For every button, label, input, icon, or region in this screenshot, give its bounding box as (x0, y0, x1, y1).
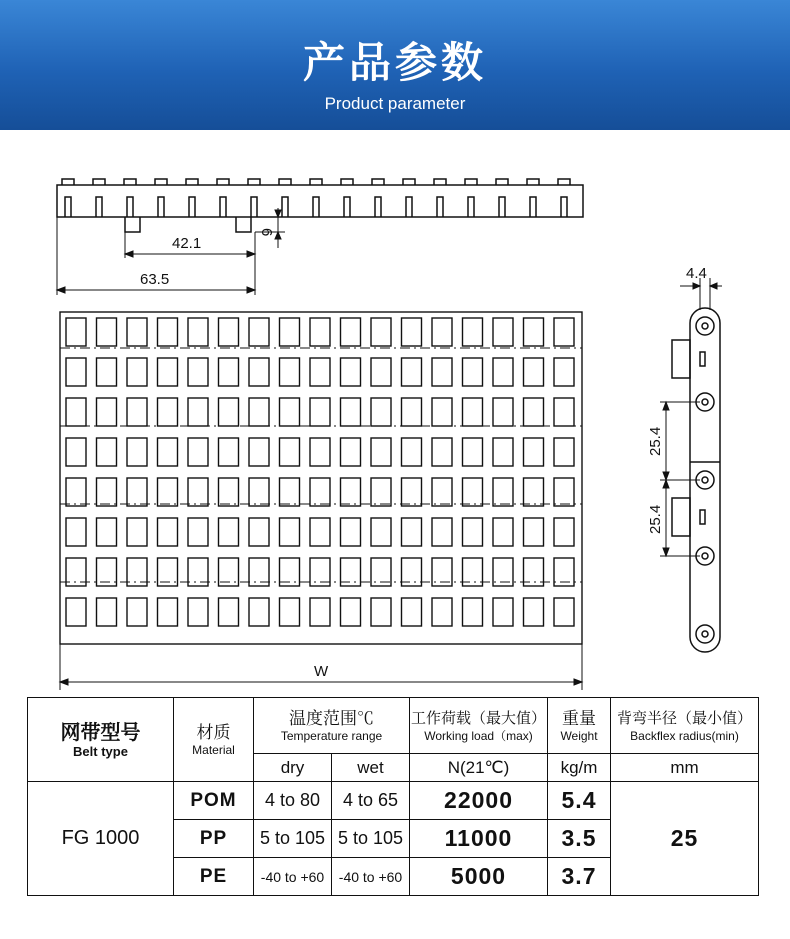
belt-module-cell (524, 318, 544, 346)
header-banner (0, 0, 790, 130)
belt-module-cell (463, 598, 483, 626)
belt-module-cell (371, 438, 391, 466)
belt-module-cell (341, 598, 361, 626)
belt-module-cell (493, 438, 513, 466)
page-subtitle: Product parameter (324, 94, 466, 113)
weight-cell: 3.7 (548, 858, 611, 896)
subheader-wet: wet (332, 754, 410, 782)
belt-module-cell (310, 518, 330, 546)
belt-module-cell (219, 438, 239, 466)
belt-module-cell (280, 318, 300, 346)
belt-module-cell (402, 438, 422, 466)
belt-module-cell (158, 398, 178, 426)
belt-module-cell (341, 518, 361, 546)
subheader-load-unit: N(21℃) (410, 754, 548, 782)
weight-cell: 5.4 (548, 782, 611, 820)
belt-module-cell (66, 398, 86, 426)
belt-module-cell (127, 398, 147, 426)
subheader-dry: dry (254, 754, 332, 782)
belt-module-cell (432, 358, 452, 386)
belt-module-cell (341, 438, 361, 466)
dim-thickness: 4.4 (686, 265, 707, 282)
belt-module-cell (97, 398, 117, 426)
temp-dry-cell: 4 to 80 (254, 782, 332, 820)
header-material-cn: 材质 (196, 722, 231, 742)
belt-module-cell (524, 398, 544, 426)
side-profile-view (57, 179, 583, 232)
belt-module-cell (158, 358, 178, 386)
belt-module-cell (432, 398, 452, 426)
belt-module-cell (371, 478, 391, 506)
belt-technical-drawing (0, 130, 790, 697)
header-weight-en: Weight (560, 728, 598, 743)
subheader-radius-unit: mm (611, 754, 759, 782)
belt-module-cell (219, 358, 239, 386)
belt-module-cell (402, 318, 422, 346)
load-cell: 5000 (410, 858, 548, 896)
belt-module-cell (158, 478, 178, 506)
load-cell: 11000 (410, 820, 548, 858)
belt-module-cell (249, 358, 269, 386)
belt-module-cell (97, 318, 117, 346)
temp-wet-cell: 5 to 105 (332, 820, 410, 858)
dim-pitch-inner: 42.1 (172, 235, 202, 252)
header-backflex-cn: 背弯半径（最小值） (617, 709, 753, 727)
belt-module-cell (280, 518, 300, 546)
belt-module-cell (524, 438, 544, 466)
table-row (28, 782, 759, 820)
belt-module-cell (554, 598, 574, 626)
belt-module-cell (127, 518, 147, 546)
belt-module-cell (432, 438, 452, 466)
belt-module-cell (402, 478, 422, 506)
belt-module-cell (402, 598, 422, 626)
backflex-value-cell: 25 (611, 782, 759, 896)
header-backflex-en: Backflex radius(min) (630, 728, 739, 743)
belt-module-cell (310, 358, 330, 386)
header-temperature (254, 698, 410, 754)
dim-link-pitch-2: 25.4 (647, 504, 664, 534)
belt-module-cell (493, 318, 513, 346)
belt-module-cell (66, 478, 86, 506)
belt-module-cell (219, 318, 239, 346)
belt-module-cell (188, 518, 208, 546)
belt-module-cell (341, 398, 361, 426)
belt-module-cell (371, 518, 391, 546)
belt-module-cell (219, 478, 239, 506)
header-belt-type (28, 698, 174, 782)
belt-module-cell (493, 598, 513, 626)
dim-height-small: 6 (258, 228, 275, 237)
belt-module-cell (524, 518, 544, 546)
belt-module-cell (97, 438, 117, 466)
belt-module-cell (188, 598, 208, 626)
belt-module-cell (341, 358, 361, 386)
header-belt-type-cn: 网带型号 (60, 721, 141, 744)
belt-module-cell (402, 398, 422, 426)
header-load-en: Working load（max) (424, 728, 533, 743)
belt-module-cell (249, 518, 269, 546)
belt-module-cell (402, 358, 422, 386)
belt-module-cell (554, 398, 574, 426)
belt-module-cell (432, 318, 452, 346)
header-weight-cn: 重量 (562, 708, 597, 728)
belt-module-cell (463, 398, 483, 426)
dim-width: W (314, 663, 329, 680)
material-cell: POM (174, 782, 254, 820)
weight-cell: 3.5 (548, 820, 611, 858)
material-cell: PP (174, 820, 254, 858)
belt-module-cell (371, 318, 391, 346)
dim-link-pitch-1: 25.4 (647, 426, 664, 456)
belt-module-cell (249, 398, 269, 426)
belt-module-cell (341, 478, 361, 506)
belt-module-cell (158, 518, 178, 546)
header-temperature-en: Temperature range (280, 728, 383, 743)
belt-module-cell (249, 478, 269, 506)
belt-module-cell (493, 398, 513, 426)
belt-module-cell (371, 358, 391, 386)
page-title: 产品参数 (302, 38, 487, 87)
belt-module-cell (493, 518, 513, 546)
header-load (410, 698, 548, 754)
header-load-cn: 工作荷载（最大值） (411, 709, 547, 727)
belt-module-cell (493, 358, 513, 386)
header-backflex (611, 698, 759, 754)
belt-module-cell (310, 438, 330, 466)
temp-wet-cell: -40 to +60 (332, 858, 410, 896)
belt-module-cell (310, 598, 330, 626)
belt-module-cell (188, 478, 208, 506)
belt-module-cell (493, 478, 513, 506)
belt-module-cell (188, 318, 208, 346)
belt-module-cell (97, 598, 117, 626)
belt-module-cell (158, 598, 178, 626)
belt-module-cell (524, 598, 544, 626)
material-cell: PE (174, 858, 254, 896)
belt-module-cell (554, 478, 574, 506)
belt-plan-view (60, 312, 582, 644)
belt-module-cell (219, 518, 239, 546)
belt-module-cell (463, 318, 483, 346)
belt-module-cell (188, 358, 208, 386)
belt-module-cell (127, 478, 147, 506)
belt-module-cell (219, 598, 239, 626)
belt-module-cell (280, 398, 300, 426)
belt-module-cell (310, 478, 330, 506)
dim-pitch-outer: 63.5 (140, 271, 170, 288)
belt-module-cell (554, 318, 574, 346)
belt-module-cell (463, 478, 483, 506)
belt-module-cell (432, 518, 452, 546)
belt-module-cell (463, 438, 483, 466)
belt-module-cell (66, 438, 86, 466)
belt-module-cell (463, 518, 483, 546)
model-cell: FG 1000 (28, 782, 174, 896)
belt-module-cell (127, 438, 147, 466)
belt-module-cell (249, 438, 269, 466)
belt-module-cell (66, 318, 86, 346)
belt-module-cell (97, 518, 117, 546)
belt-module-cell (280, 358, 300, 386)
belt-module-cell (188, 438, 208, 466)
belt-module-cell (127, 598, 147, 626)
header-weight (548, 698, 611, 754)
header-temperature-cn: 温度范围℃ (289, 708, 374, 728)
belt-module-cell (524, 358, 544, 386)
belt-module-cell (554, 518, 574, 546)
header-material-en: Material (192, 742, 235, 757)
subheader-weight-unit: kg/m (548, 754, 611, 782)
belt-module-cell (371, 398, 391, 426)
belt-module-cell (280, 478, 300, 506)
belt-module-cell (341, 318, 361, 346)
temp-wet-cell: 4 to 65 (332, 782, 410, 820)
belt-module-cell (463, 358, 483, 386)
belt-module-cell (66, 598, 86, 626)
belt-module-cell (127, 318, 147, 346)
belt-module-cell (66, 358, 86, 386)
belt-module-cell (219, 398, 239, 426)
belt-module-cell (97, 358, 117, 386)
belt-module-cell (371, 598, 391, 626)
header-material (174, 698, 254, 782)
belt-module-cell (249, 598, 269, 626)
belt-module-cell (158, 318, 178, 346)
belt-module-cell (554, 358, 574, 386)
belt-module-cell (280, 438, 300, 466)
belt-module-cell (127, 358, 147, 386)
belt-module-cell (97, 478, 117, 506)
temp-dry-cell: -40 to +60 (254, 858, 332, 896)
belt-module-cell (158, 438, 178, 466)
belt-module-cell (432, 598, 452, 626)
belt-module-cell (554, 438, 574, 466)
belt-module-cell (249, 318, 269, 346)
belt-module-cell (432, 478, 452, 506)
belt-module-cell (188, 398, 208, 426)
belt-module-cell (524, 478, 544, 506)
spec-table (27, 697, 759, 896)
belt-module-cell (310, 398, 330, 426)
load-cell: 22000 (410, 782, 548, 820)
belt-module-cell (402, 518, 422, 546)
belt-module-cell (310, 318, 330, 346)
header-belt-type-en: Belt type (73, 743, 128, 759)
belt-module-cell (66, 518, 86, 546)
temp-dry-cell: 5 to 105 (254, 820, 332, 858)
belt-module-cell (280, 598, 300, 626)
